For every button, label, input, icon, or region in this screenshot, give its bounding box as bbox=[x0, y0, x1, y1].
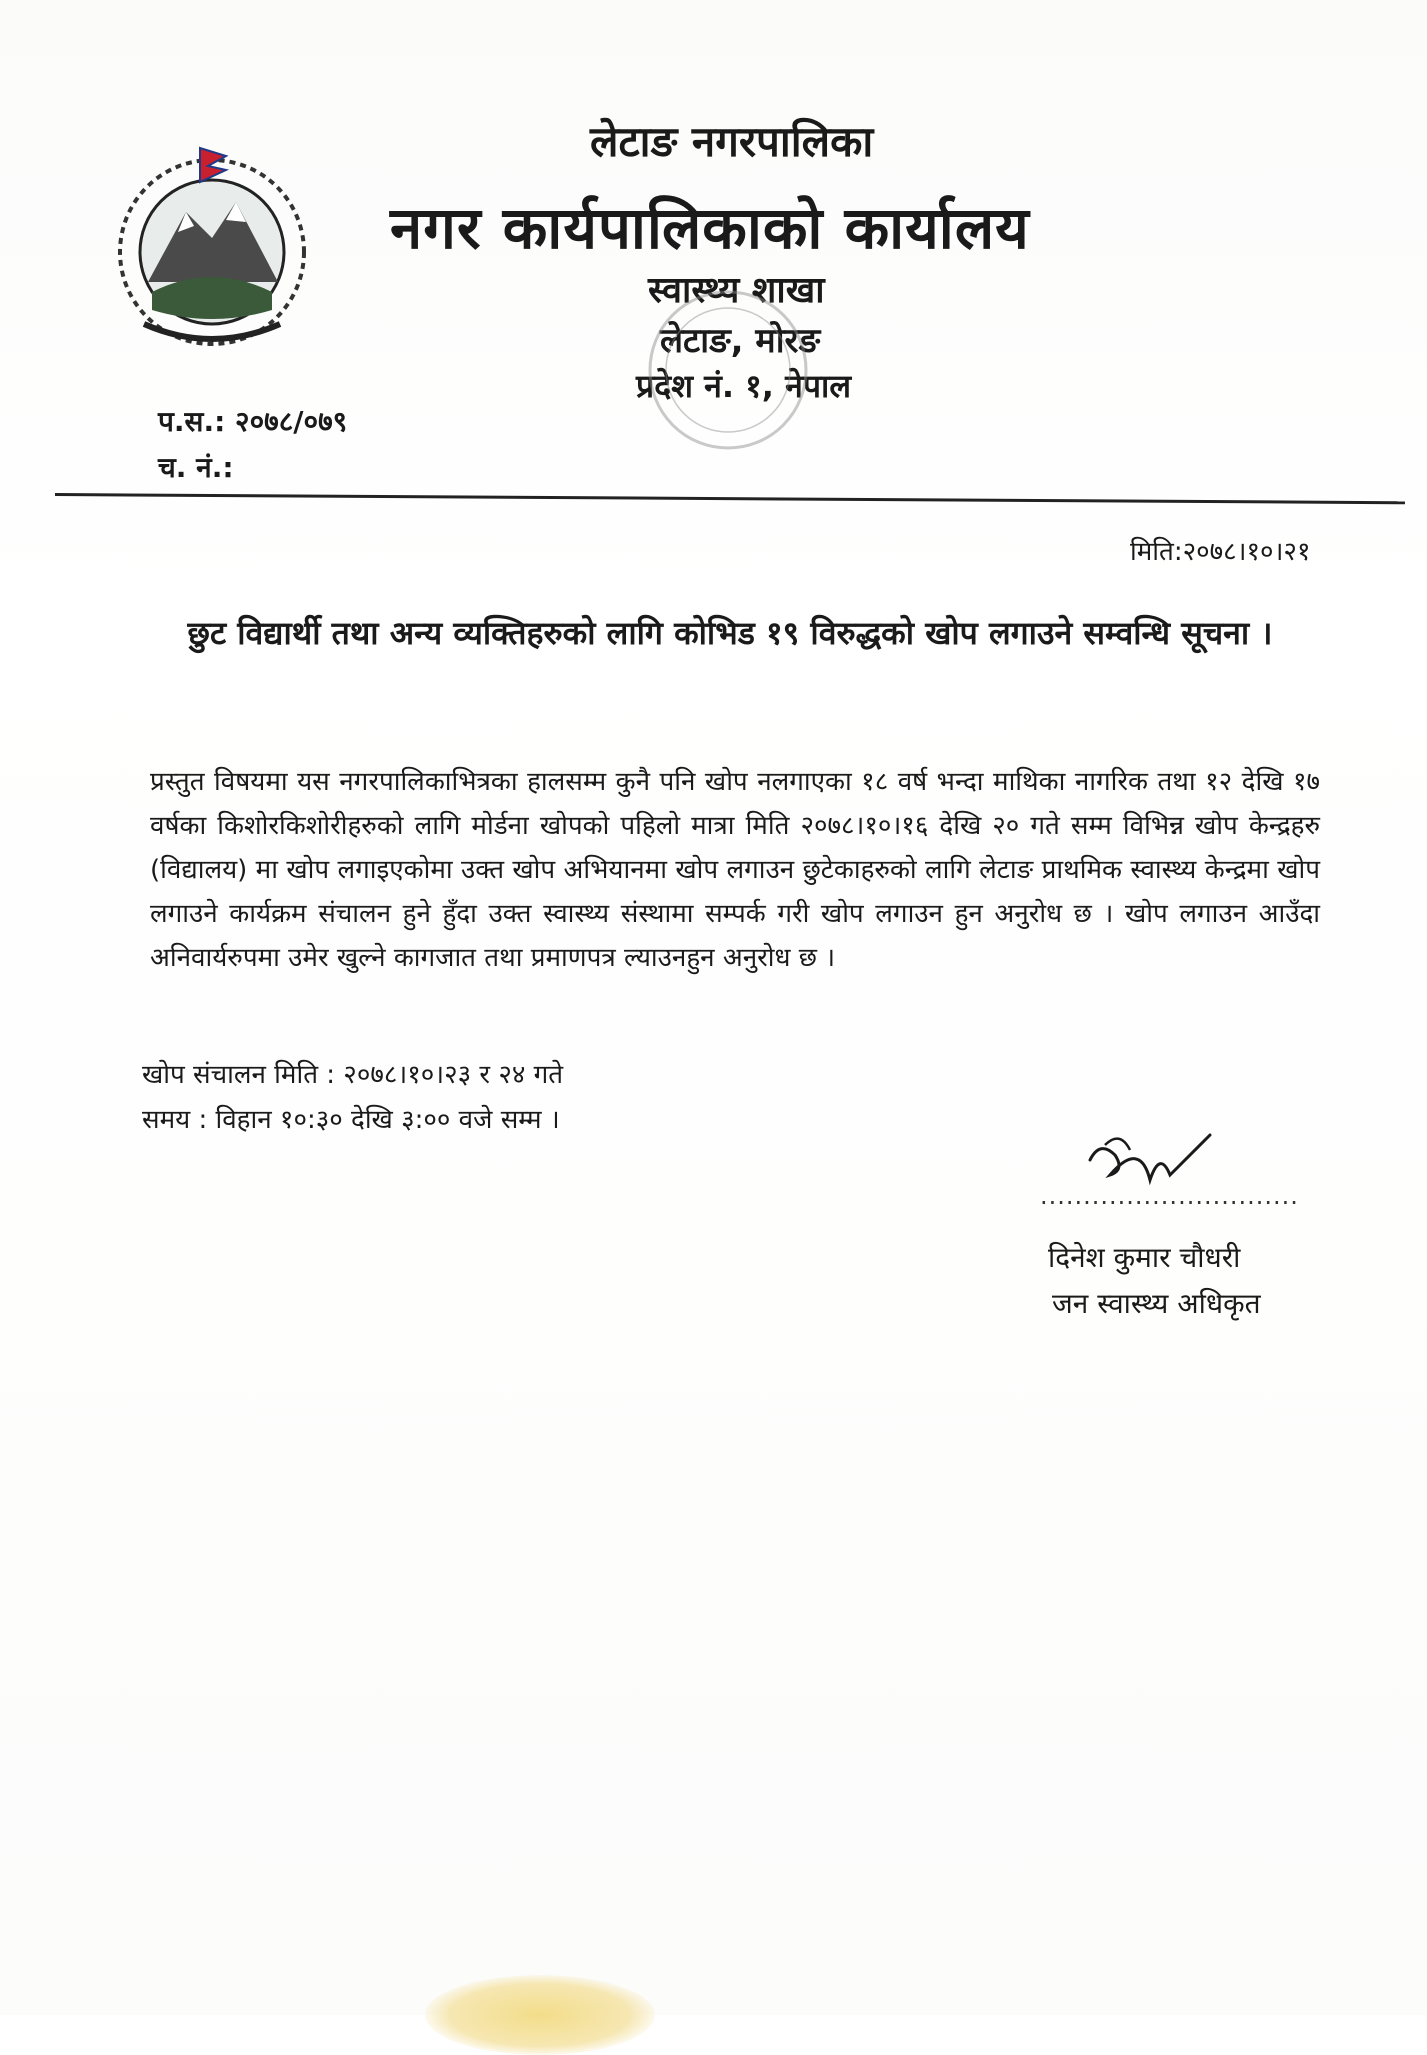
vaccination-time-line: समय : विहान १०:३० देखि ३:०० वजे सम्म । bbox=[142, 1105, 560, 1135]
notice-subject: छुट विद्यार्थी तथा अन्य व्यक्तिहरुको लागि कोभिड १९ विरुद्धको खोप लगाउने सम्वन्धि सूचना । bbox=[187, 614, 1273, 652]
municipality-name: लेटाङ नगरपालिका bbox=[590, 117, 874, 166]
letter-date: मिति:२०७८।१०।२१ bbox=[1130, 537, 1311, 567]
reference-number: प.स.: २०७८/०७९ bbox=[158, 405, 348, 438]
photo-edge-artifact bbox=[425, 1975, 655, 2055]
signature-line: .............................. bbox=[1040, 1182, 1299, 1210]
notice-body: प्रस्तुत विषयमा यस नगरपालिकाभित्रका हालसम्म कुनै पनि खोप नलगाएका १८ वर्ष भन्दा माथिका नागरिक तथा १२ देखि १७ वर्षका किशोरकिशोरीहरुको लागि मोर्डना खोपको पहिलो मात्रा मिति २०७८।१०।१६ देखि २० गते सम्म विभिन्न खोप केन्द्रहरु (विद्यालय) मा खोप लगाइएकोमा उक्त खोप अभियानमा खोप लगाउन छुटेकाहरुको लागि लेटाङ प्राथमिक स्वास्थ्य केन्द्रमा खोप लगाउने कार्यक्रम संचालन हुने हुँदा उक्त स्वास्थ्य संस्थामा सम्पर्क गरी खोप लगाउन हुन अनुरोध छ । खोप लगाउन आउँदा अनिवार्यरुपमा उमेर खुल्ने कागजात तथा प्रमाणपत्र ल्याउनहुन अनुरोध छ । bbox=[150, 767, 1320, 973]
vaccination-date-line: खोप संचालन मिति : २०७८।१०।२३ र २४ गते bbox=[142, 1060, 564, 1090]
province-country: प्रदेश नं. १, नेपाल bbox=[636, 367, 852, 405]
signatory-name: दिनेश कुमार चौधरी bbox=[1048, 1241, 1241, 1274]
signatory-title: जन स्वास्थ्य अधिकृत bbox=[1052, 1287, 1261, 1320]
office-location: लेटाङ, मोरङ bbox=[660, 321, 821, 361]
dispatch-number: च. नं.: bbox=[158, 451, 234, 484]
header-divider bbox=[55, 493, 1405, 504]
office-title: नगर कार्यपालिकाको कार्यालय bbox=[390, 194, 1030, 262]
branch-name: स्वास्थ्य शाखा bbox=[648, 270, 825, 311]
nepal-emblem-icon bbox=[108, 142, 316, 350]
office-stamp-icon bbox=[638, 270, 821, 470]
